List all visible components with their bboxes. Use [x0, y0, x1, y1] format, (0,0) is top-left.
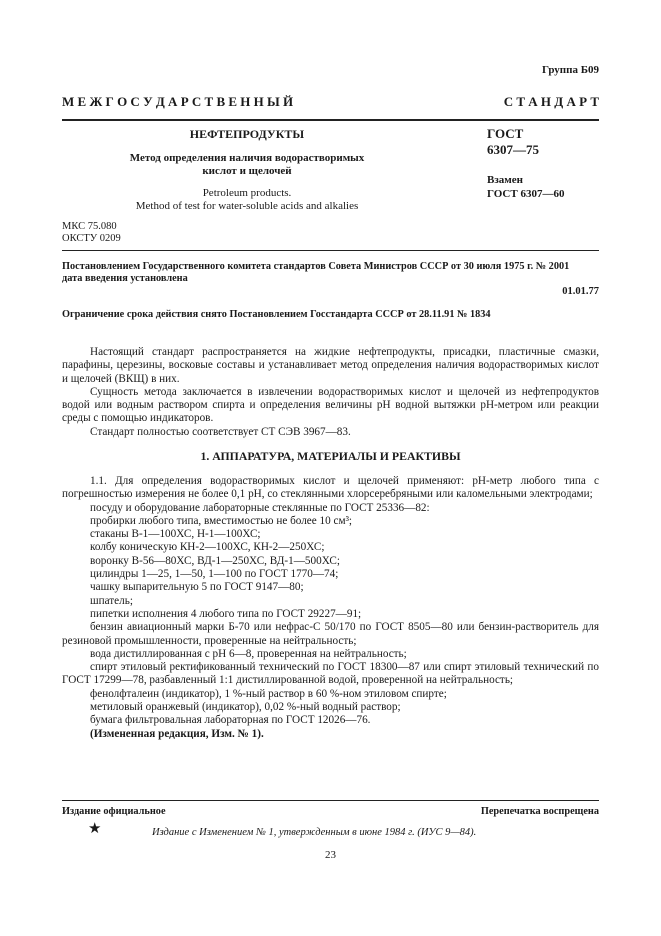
header-rule [62, 119, 599, 121]
list-item: воронку В-56—80ХС, ВД-1—250ХС, ВД-1—500ХС; [90, 554, 340, 567]
list-item-spirit: спирт этиловый ректификованный технический по ГОСТ 18300—87 или спирт этиловый технический по ГОСТ 17299—78, разбавленный 1:1 дистиллированной водой, проверенной на нейтральность; [62, 661, 599, 687]
list-item: стаканы В-1—100ХС, Н-1—100ХС; [90, 528, 261, 541]
section-heading: 1. АППАРАТУРА, МАТЕРИАЛЫ И РЕАКТИВЫ [200, 449, 461, 463]
replaces-value: ГОСТ 6307—60 [487, 188, 565, 200]
document-subtitle-line1: Метод определения наличия водорастворимых [129, 152, 365, 164]
group-label: Группа Б09 [542, 64, 599, 76]
list-item: пробирки любого типа, вместимостью не более 10 см³; [90, 514, 353, 527]
list-item: чашку выпарительную 5 по ГОСТ 9147—80; [90, 581, 304, 594]
clause-1-1: 1.1. Для определения водорастворимых кислот и щелочей применяют: pH-метр любого типа с погрешностью измерения не более 0,1 pH, со стеклянными хлорсеребряными или каломельными электродами; [62, 475, 599, 501]
intro-paragraph-method: Сущность метода заключается в извлечении водорастворимых кислот и щелочей из нефтепродуктов водой или водным раствором спирта и определения величины pH водной вытяжки pH-метром или реакции среды с помощью индикаторов. [62, 385, 599, 425]
replaces-label: Взамен [487, 174, 523, 186]
standard-banner [62, 94, 599, 110]
star-icon: ★ [88, 821, 102, 837]
list-item-benzin: бензин авиационный марки Б-70 или нефрас-С 50/170 по ГОСТ 8505—80 или бензин-растворитель для резиновой промышленности, проверенные на нейтральность; [62, 621, 599, 647]
list-item: посуду и оборудование лабораторные стеклянные по ГОСТ 25336—82: [90, 501, 430, 514]
banner-interstate: М Е Ж Г О С У Д А Р С Т В Е Н Н Ы Й [62, 94, 294, 109]
title-rule [62, 250, 599, 251]
okstu-code: ОКСТУ 0209 [62, 233, 121, 244]
official-edition-label: Издание официальное [62, 806, 166, 817]
footer-rule [62, 800, 599, 801]
intro-paragraph-scope: Настоящий стандарт распространяется на жидкие нефтепродукты, присадки, пластичные смазки, парафины, церезины, восковые составы и устанавливает метод определения наличия водорастворимых кислот и щелочей (ВКЩ) в них. [62, 346, 599, 385]
gost-number: 6307—75 [487, 142, 539, 157]
section1-text [62, 475, 599, 741]
list-item: фенолфталеин (индикатор), 1 %-ный раствор в 60 %-ном этиловом спирте; [90, 687, 447, 700]
intro-text [62, 346, 599, 439]
list-item: пипетки исполнения 4 любого типа по ГОСТ 29227—91; [90, 607, 362, 620]
document-subtitle-line2: кислот и щелочей [202, 165, 292, 177]
page-number: 23 [325, 849, 336, 861]
list-item: метиловый оранжевый (индикатор), 0,02 %-ный водный раствор; [90, 701, 401, 714]
list-item: колбу коническую КН-2—100ХС, КН-2—250ХС; [90, 541, 325, 554]
limit-removed-note: Ограничение срока действия снято Постановлением Госстандарта СССР от 28.11.91 № 1834 [62, 309, 491, 320]
english-title-line2: Method of test for water-soluble acids and alkalies [135, 200, 359, 212]
mks-code: МКС 75.080 [62, 221, 117, 232]
gost-label: ГОСТ [487, 126, 524, 141]
list-item: бумага фильтровальная лабораторная по ГОСТ 12026—76. [90, 714, 371, 727]
list-item-water: вода дистиллированная с pH 6—8, проверенная на нейтральность; [90, 647, 407, 660]
list-item: цилиндры 1—25, 1—50, 1—100 по ГОСТ 1770—74; [90, 568, 339, 581]
reprint-prohibited-label: Перепечатка воспрещена [480, 806, 599, 817]
edition-note: Издание с Изменением № 1, утвержденным в июне 1984 г. (ИУС 9—84). [152, 827, 477, 838]
banner-standard: С Т А Н Д А Р Т [503, 94, 599, 109]
decree-line2: дата введения установлена [62, 273, 188, 284]
revision-note: (Измененная редакция, Изм. № 1). [90, 727, 264, 740]
intro-paragraph-compliance: Стандарт полностью соответствует СТ СЭВ 3967—83. [90, 425, 351, 438]
document-title: НЕФТЕПРОДУКТЫ [189, 127, 305, 141]
english-title-line1: Petroleum products. [202, 187, 292, 199]
effective-date: 01.01.77 [562, 286, 599, 297]
list-item: шпатель; [90, 594, 133, 607]
decree-line1: Постановлением Государственного комитета стандартов Совета Министров СССР от 30 июля 1975 г. № 2001 [62, 261, 570, 272]
